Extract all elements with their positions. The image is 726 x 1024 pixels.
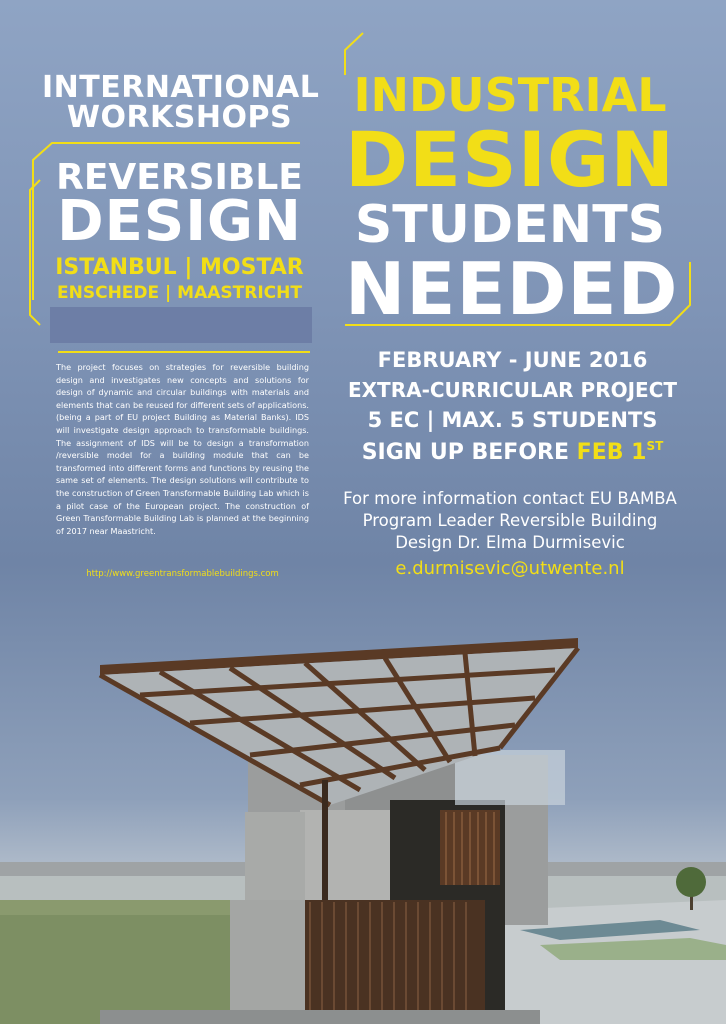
redacted-block	[50, 307, 312, 343]
headline-design: DESIGN	[345, 115, 676, 204]
yellow-divider	[58, 351, 310, 353]
website-link[interactable]: http://www.greentransformablebuildings.com	[86, 569, 279, 579]
building-illustration	[0, 600, 726, 1024]
signup-prefix: SIGN UP BEFORE	[361, 440, 577, 465]
subtitle-design: DESIGN	[57, 189, 302, 254]
contact-email[interactable]: e.durmisevic@utwente.nl	[395, 558, 625, 579]
headline-students: STUDENTS	[354, 195, 666, 255]
headline-industrial: INDUSTRIAL	[353, 68, 667, 122]
project-description: The project focuses on strategies for reversible building design and investigates new concepts and solutions for design of dynamic and circular buildings with materials and elements that can be reused for different sets of applications. (being a part of EU project Building as Material Banks). IDS will investigate design approach to transformable buildings. The assignment of IDS will be to design a transformation /reversible model for a building module that can be transformed into different forms and functions by reusing the same set of elements. The design solutions will contribute to the construction of Green Transformable Building Lab which is a pilot case of the European project. The construction of Green Transformable Building Lab is planned at the beginning of 2017 near Maastricht.	[56, 362, 309, 536]
headline-needed: NEEDED	[345, 247, 679, 331]
info-signup	[340, 438, 685, 468]
subtitle-reversible: REVERSIBLE	[56, 157, 303, 198]
contact-info: For more information contact EU BAMBA Program Leader Reversible Building Design Dr. Elma Durmisevic	[343, 489, 677, 552]
info-project-type: EXTRA-CURRICULAR PROJECT	[347, 378, 678, 402]
signup-deadline-text: FEB 1	[576, 440, 647, 465]
title-international: INTERNATIONAL	[42, 70, 320, 105]
cities-line-1: ISTANBUL | MOSTAR	[55, 255, 304, 280]
info-dates: FEBRUARY - JUNE 2016	[377, 348, 648, 372]
tree-canopy-icon	[676, 867, 706, 897]
signup-deadline	[577, 440, 664, 465]
info-credits: 5 EC | MAX. 5 STUDENTS	[367, 408, 658, 432]
title-workshops: WORKSHOPS	[66, 100, 293, 135]
cities-line-2: ENSCHEDE | MAASTRICHT	[57, 283, 302, 303]
signup-deadline-sup: ST	[646, 439, 664, 453]
